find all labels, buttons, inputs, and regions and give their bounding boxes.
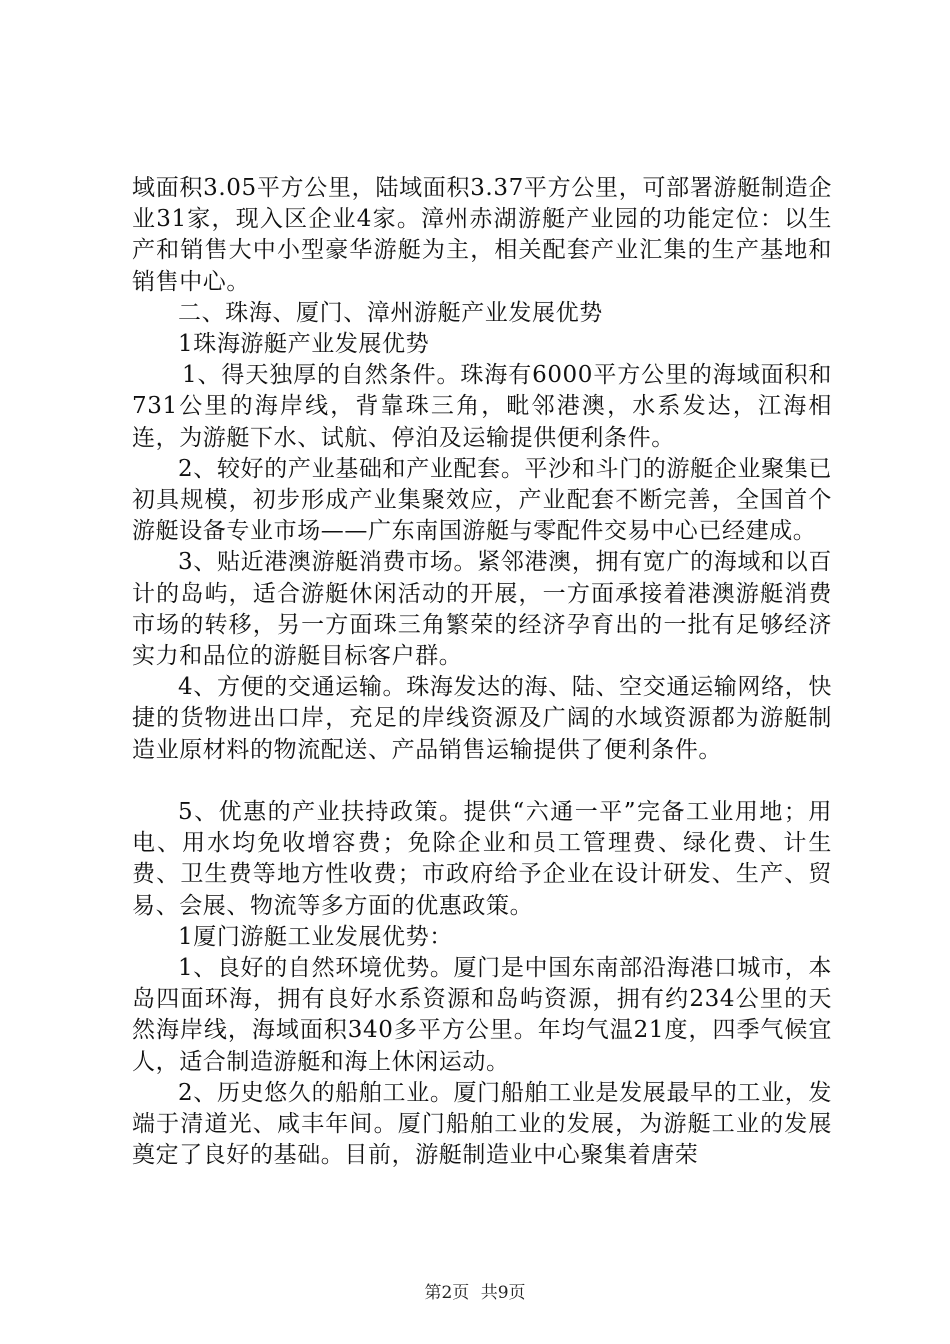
paragraph-zhuhai-5: 5、优惠的产业扶持政策。提供“六通一平”完备工业用地；用电、用水均免收增容费；免除企业和员工管理费、绿化费、计生费、卫生费等地方性收费；市政府给予企业在设计研发、生产、贸易、会展、物流等多方面的优惠政策。	[132, 799, 832, 919]
paragraph-zhuhai-3: 3、贴近港澳游艇消费市场。紧邻港澳，拥有宽广的海域和以百计的岛屿，适合游艇休闲活动的开展，一方面承接着港澳游艇消费市场的转移，另一方面珠三角繁荣的经济孕育出的一批有足够经济实力和品位的游艇目标客户群。	[132, 549, 832, 670]
paragraph-continuation: 域面积3.05平方公里，陆域面积3.37平方公里，可部署游艇制造企业31家，现入区企业4家。漳州赤湖游艇产业园的功能定位：以生产和销售大中小型豪华游艇为主，相关配套产业汇集的生产基地和销售中心。	[132, 175, 832, 295]
paragraph-xiamen-2: 2、历史悠久的船舶工业。厦门船舶工业是发展最早的工业，发端于清道光、咸丰年间。厦门船舶工业的发展，为游艇工业的发展奠定了良好的基础。目前，游艇制造业中心聚集着唐荣	[132, 1079, 832, 1169]
subsection-heading-zhuhai: 1珠海游艇产业发展优势	[178, 331, 430, 358]
page-footer	[0, 1278, 950, 1303]
paragraph-zhuhai-1: 1、得天独厚的自然条件。珠海有6000平方公里的海域面积和731公里的海岸线，背靠珠三角，毗邻港澳，水系发达，江海相连，为游艇下水、试航、停泊及运输提供便利条件。	[132, 362, 832, 451]
page-total: 共9页	[480, 1283, 526, 1303]
paragraph-zhuhai-2: 2、较好的产业基础和产业配套。平沙和斗门的游艇企业聚集已初具规模，初步形成产业集聚效应，产业配套不断完善，全国首个游艇设备专业市场——广东南国游艇与零配件交易中心已经建成。	[132, 455, 832, 545]
blank-line	[132, 766, 832, 797]
paragraph-zhuhai-4: 4、方便的交通运输。珠海发达的海、陆、空交通运输网络，快捷的货物进出口岸，充足的岸线资源及广阔的水域资源都为游艇制造业原材料的物流配送、产品销售运输提供了便利条件。	[132, 674, 832, 763]
paragraph-xiamen-1: 1、良好的自然环境优势。厦门是中国东南部沿海港口城市，本岛四面环海，拥有良好水系资源和岛屿资源，拥有约234公里的天然海岸线，海域面积340多平方公里。年均气温21度，四季气候宜人，适合制造游艇和海上休闲运动。	[132, 955, 832, 1075]
document-body	[132, 173, 832, 1171]
section-heading: 二、珠海、厦门、漳州游艇产业发展优势	[178, 299, 603, 326]
page-number: 第2页	[424, 1283, 470, 1303]
subsection-heading-xiamen: 1厦门游艇工业发展优势：	[178, 923, 453, 950]
